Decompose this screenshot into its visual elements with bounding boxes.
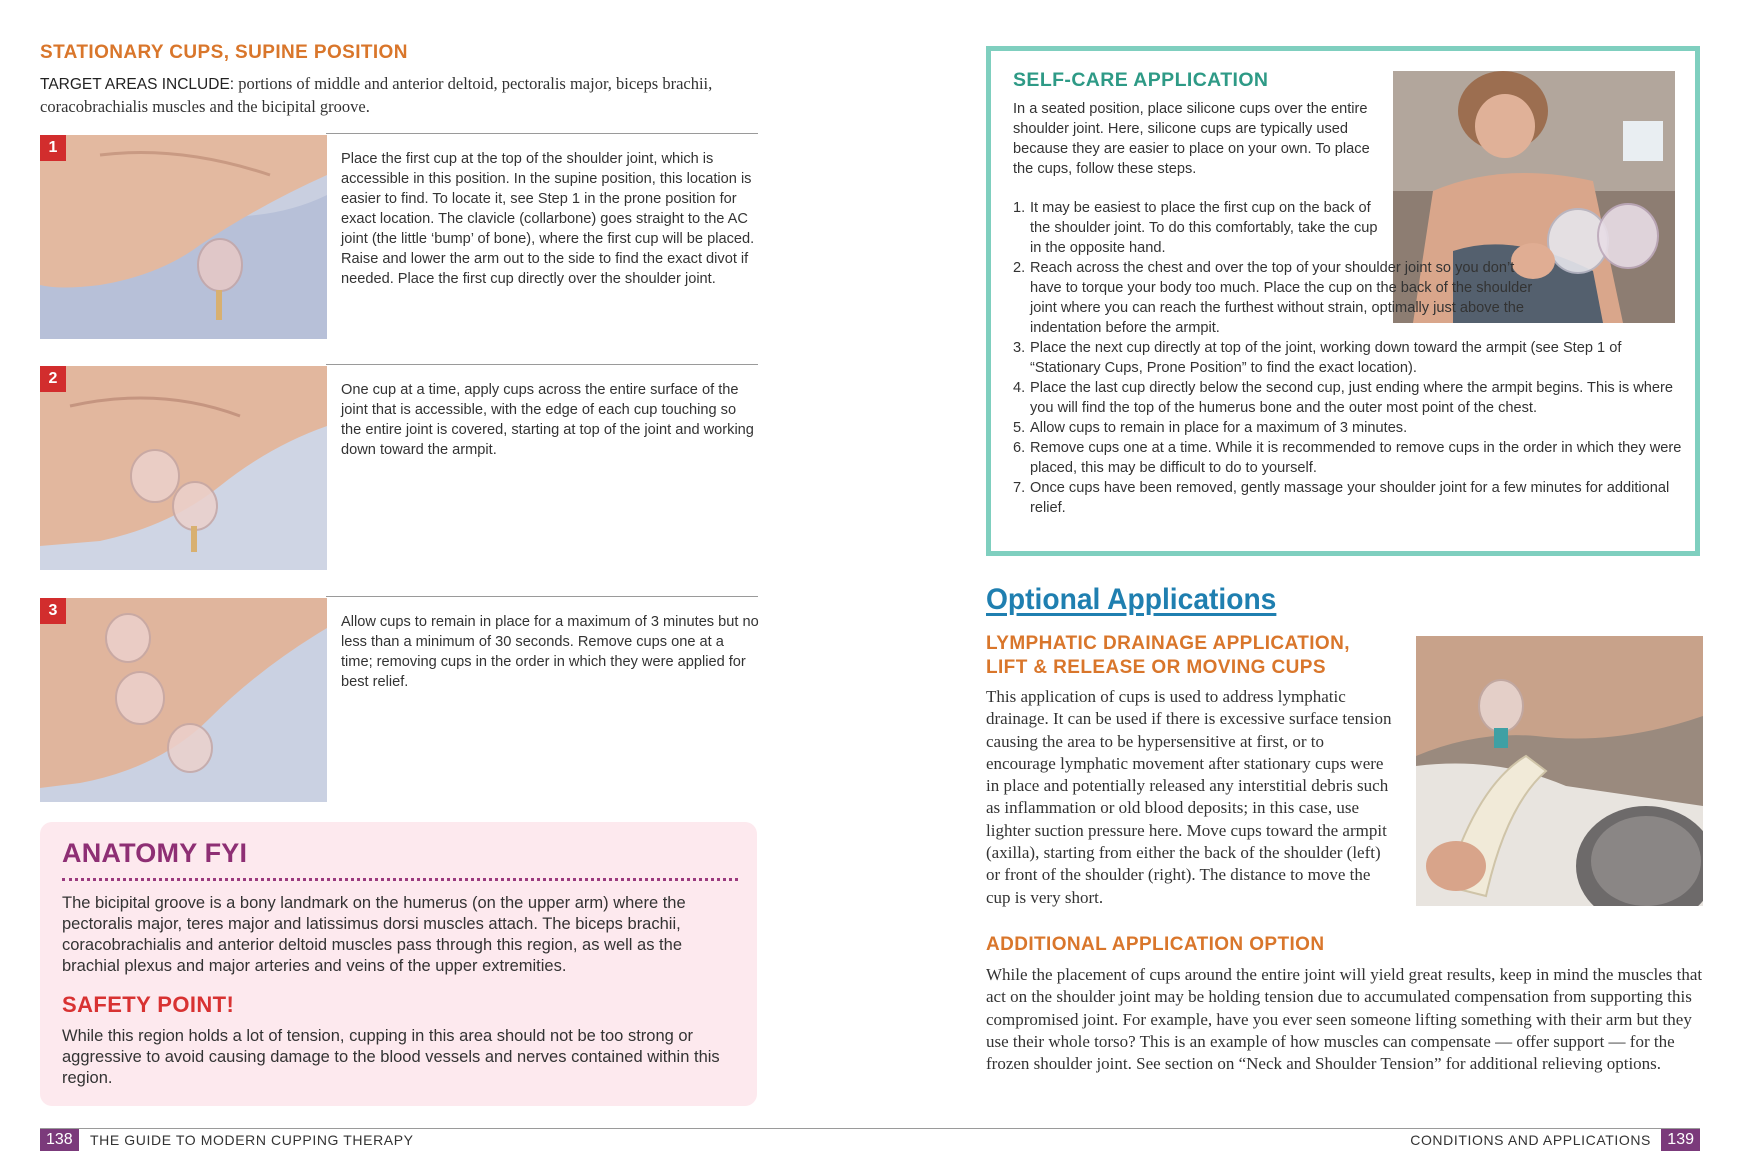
step-3-photo [40, 598, 327, 802]
footer-divider [40, 1128, 1700, 1129]
page-number-right: 139 [1661, 1129, 1700, 1151]
step-2-photo [40, 366, 327, 570]
list-item-text: Place the next cup directly at top of the joint, working down toward the armpit (see Step 1 of “Stationary Cups, Prone Position” to find the exact location). [1030, 340, 1622, 376]
list-item [1013, 378, 1685, 418]
step-3-text: Allow cups to remain in place for a maximum of 3 minutes but no less than a minimum of 30 seconds. Remove cups one at a time; removing cups in the order in which they were applied for best relief. [341, 614, 759, 690]
list-item-number: 4. [1013, 380, 1026, 396]
step-2-text: One cup at a time, apply cups across the entire surface of the joint that is accessible, with the edge of each cup touching so the entire joint is covered, starting at top of the joint and working down toward the armpit. [341, 382, 754, 458]
self-care-intro: In a seated position, place silicone cups over the entire shoulder joint. Here, silicone cups are typically used because they are easier to place on your own. To place the cups, follow these steps. [1013, 101, 1370, 177]
anatomy-fyi-text: The bicipital groove is a bony landmark on the humerus (on the upper arm) where the pectoralis major, teres major and latissimus dorsi muscles attach. The biceps brachii, coracobrachialis and anterior deltoid muscles pass through this region, as well as the brachial plexus and major arteries and veins of the upper extremities. [62, 894, 686, 975]
list-item-number: 1. [1013, 200, 1026, 216]
safety-point-title: SAFETY POINT! [62, 992, 235, 1017]
step-divider [326, 364, 758, 365]
anatomy-fyi-title: ANATOMY FYI [62, 838, 248, 868]
lymphatic-drainage-title [986, 632, 1350, 680]
list-item-number: 5. [1013, 420, 1026, 436]
step-number-badge: 1 [40, 135, 66, 161]
list-item-text: Remove cups one at a time. While it is recommended to remove cups in the order in which they were placed, this may be difficult to do to yourself. [1030, 440, 1682, 476]
list-item-text: It may be easiest to place the first cup on the back of the shoulder joint. To do this comfortably, take the cup in the opposite hand. [1030, 200, 1378, 256]
page-number-left: 138 [40, 1129, 79, 1151]
list-item-text: Place the last cup directly below the second cup, just ending where the armpit begins. This is where you will find the top of the humerus bone and the outer most point of the chest. [1030, 380, 1674, 416]
step-number-badge: 2 [40, 366, 66, 392]
list-item [1013, 418, 1685, 438]
additional-application-title: ADDITIONAL APPLICATION OPTION [986, 934, 1325, 955]
list-item [1013, 338, 1685, 378]
list-item [1013, 438, 1685, 478]
list-item-text: Reach across the chest and over the top of your shoulder joint so you don’t have to torque your body too much. Place the cup on the back of the shoulder joint where you can reach the furthest without strain, optimally just above the indentation before the armpit. [1030, 260, 1533, 336]
lymphatic-title-line-2: LIFT & RELEASE OR MOVING CUPS [986, 657, 1326, 678]
list-item [1013, 258, 1540, 338]
list-item-text: Allow cups to remain in place for a maximum of 3 minutes. [1030, 420, 1408, 436]
self-care-title: SELF-CARE APPLICATION [1013, 69, 1269, 91]
list-item-text: Once cups have been removed, gently massage your shoulder joint for a few minutes for additional relief. [1030, 480, 1670, 516]
step-divider [326, 596, 758, 597]
target-areas-text: portions of middle and anterior deltoid, pectoralis major, biceps brachii, coracobrachialis muscles and the bicipital groove. [40, 74, 713, 116]
step-number-badge: 3 [40, 598, 66, 624]
list-item-number: 7. [1013, 480, 1026, 496]
list-item-number: 3. [1013, 340, 1026, 356]
target-areas [40, 73, 760, 118]
step-1-photo [40, 135, 327, 339]
list-item-number: 6. [1013, 440, 1026, 456]
lymphatic-title-line-1: LYMPHATIC DRAINAGE APPLICATION, [986, 633, 1350, 654]
lymphatic-drainage-text: This application of cups is used to address lymphatic drainage. It can be used if there is excessive surface tension causing the area to be hypersensitive at first, or to encourage lymphatic movement after stationary cups were in place and potentially released any interstitial debris such as inflammation or old blood deposits; in this case, use lighter suction pressure here. Move cups toward the armpit (axilla), starting from either the back of the shoulder (left) or front of the shoulder (right). The distance to move the cup is very short. [986, 687, 1392, 907]
running-title-right: CONDITIONS AND APPLICATIONS [1410, 1132, 1651, 1148]
list-item-number: 2. [1013, 260, 1026, 276]
safety-point-text: While this region holds a lot of tension, cupping in this area should not be too strong or aggressive to avoid causing damage to the blood vessels and nerves contained within this region. [62, 1027, 720, 1087]
additional-application-text: While the placement of cups around the entire joint will yield great results, keep in mind the muscles that act on the shoulder joint may be holding tension due to accumulated compensation from supporting this compromised joint. For example, have you ever seen someone lifting something with their arm but they use their whole torso? This is an example of how muscles can compensate — offer support — for the frozen shoulder joint. See section on “Neck and Shoulder Tension” for additional relieving options. [986, 965, 1703, 1074]
anatomy-dotted-divider [62, 878, 738, 881]
self-care-steps [1013, 198, 1685, 518]
list-item [1013, 198, 1385, 258]
step-divider [326, 133, 758, 134]
section-title: STATIONARY CUPS, SUPINE POSITION [40, 42, 408, 63]
step-1-text: Place the first cup at the top of the shoulder joint, which is accessible in this position. In the supine position, this location is easier to find. To locate it, see Step 1 in the prone position for exact location. The clavicle (collarbone) goes straight to the AC joint (the little ‘bump’ of bone), where the first cup will be placed. Raise and lower the arm out to the side to find the exact divot if needed. Place the first cup directly over the shoulder joint. [341, 151, 755, 287]
lymphatic-drainage-photo [1416, 636, 1703, 906]
target-areas-label: TARGET AREAS INCLUDE: [40, 76, 235, 93]
list-item [1013, 478, 1685, 518]
running-title-left: THE GUIDE TO MODERN CUPPING THERAPY [90, 1132, 414, 1148]
optional-applications-title: Optional Applications [986, 583, 1277, 616]
